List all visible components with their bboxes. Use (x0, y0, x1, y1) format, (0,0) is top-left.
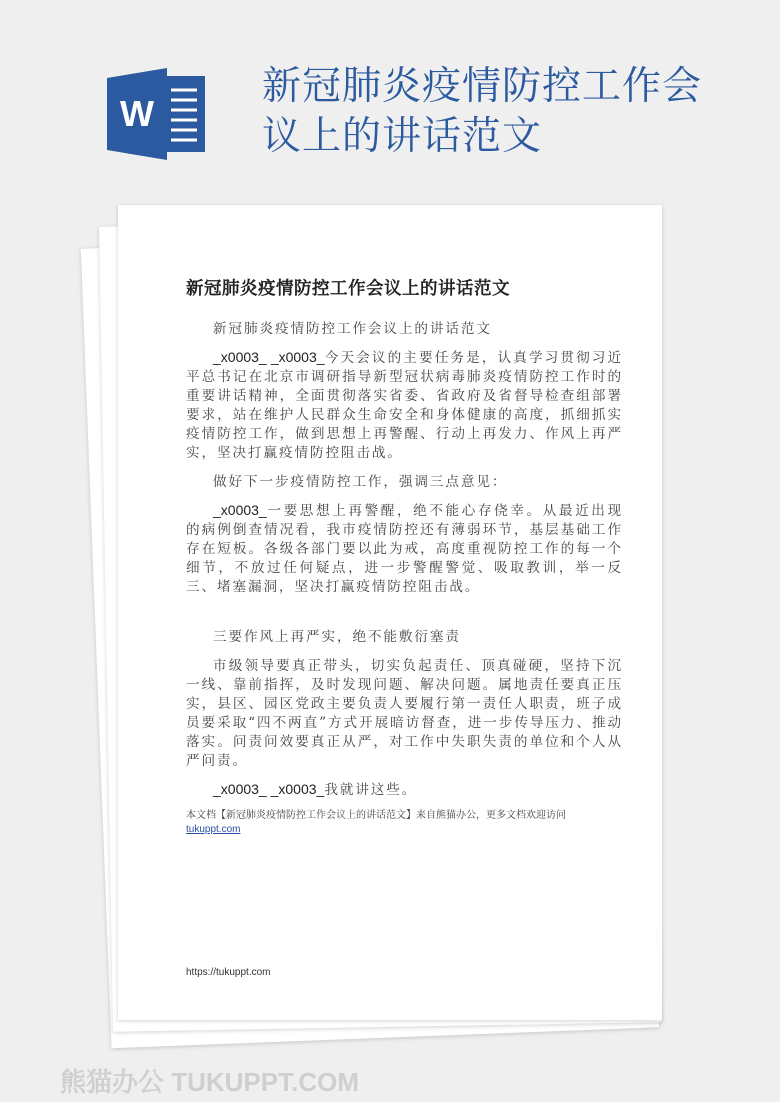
paragraph: _x0003_ _x0003_今天会议的主要任务是，认真学习贯彻习近平总书记在北京市调研指导新型冠状病毒肺炎疫情防控工作时的重要讲话精神，全面贯彻落实省委、省政府及省督导检查组部署要求，站在维护人民群众生命安全和身体健康的高度，抓细抓实疫情防控工作，做到思想上再警醒、行动上再发力、作风上再严实，坚决打赢疫情防控阻击战。 (186, 349, 623, 461)
source-note (186, 809, 623, 837)
source-link[interactable]: tukuppt.com (186, 824, 241, 835)
svg-text:W: W (120, 93, 154, 134)
document-body (186, 319, 623, 800)
document-title: 新冠肺炎疫情防控工作会议上的讲话范文 (186, 279, 510, 299)
paragraph: 新冠肺炎疫情防控工作会议上的讲话范文 (213, 321, 492, 337)
paragraph: _x0003_一要思想上再警醒，绝不能心存侥幸。从最近出现的病例倒查情况看，我市疫情防控还有薄弱环节，基层基础工作存在短板。各级各部门要以此为戒，高度重视防控工作的每一个细节，不放过任何疑点，进一步警醒警觉、吸取教训，举一反三、堵塞漏洞，坚决打赢疫情防控阻击战。 (186, 502, 623, 595)
watermark: 熊猫办公 TUKUPPT.COM (60, 1067, 360, 1097)
source-note-text: 本文档【新冠肺炎疫情防控工作会议上的讲话范文】来自熊猫办公，更多文档欢迎访问 (186, 810, 566, 821)
footer-url: https://tukuppt.com (186, 967, 271, 978)
paragraph: 市级领导要真正带头，切实负起责任、顶真碰硬，坚持下沉一线、靠前指挥，及时发现问题、解决问题。属地责任要真正压实，县区、园区党政主要负责人要履行第一责任人职责，班子成员要采取“四不两直”方式开展暗访督查，进一步传导压力、推动落实。问责问效要真正从严，对工作中失职失责的单位和个人从严问责。 (186, 658, 623, 769)
paragraph: 做好下一步疫情防控工作，强调三点意见： (213, 474, 508, 490)
word-icon (107, 68, 207, 160)
document-content (186, 319, 623, 837)
document-page (118, 205, 662, 1020)
hero-title: 新冠肺炎疫情防控工作会议上的讲话范文 (262, 64, 703, 159)
paragraph: _x0003_ _x0003_我就讲这些。 (213, 781, 418, 798)
paragraph: 三要作风上再严实，绝不能敷衍塞责 (213, 629, 461, 645)
